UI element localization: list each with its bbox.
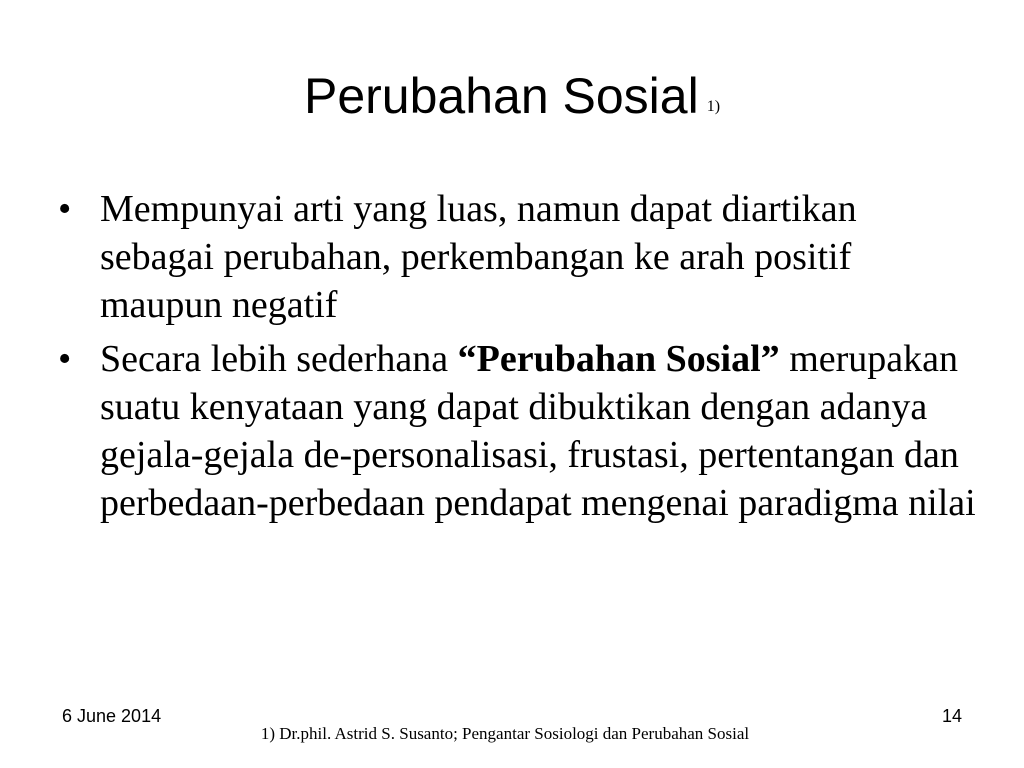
bullet-text-2: [100, 335, 978, 527]
bullet-text-1: Mempunyai arti yang luas, namun dapat diartikan sebagai perubahan, perkembangan ke arah positif maupun negatif: [100, 188, 857, 326]
bullet-text-2-bold-term: “Perubahan Sosial”: [457, 338, 780, 380]
footer-date: 6 June 2014: [62, 706, 162, 726]
page-number: 14: [941, 706, 962, 726]
bullet-item-1: [58, 185, 978, 329]
title-footnote-reference: 1): [706, 98, 721, 115]
bullet-text-2-intro: Secara lebih sederhana: [100, 338, 458, 380]
slide-title: [0, 64, 1024, 139]
footer-footnote: 1) Dr.phil. Astrid S. Susanto; Pengantar Sosiologi dan Perubahan Sosial: [260, 724, 750, 743]
bullet-list: [58, 185, 978, 533]
bullet-marker: •: [58, 188, 72, 230]
bullet-text-2-rest: merupakan suatu kenyataan yang dapat dibuktikan dengan adanya gejala-gejala de-personalisasi, frustasi, pertentangan dan perbedaan-perbedaan pendapat mengenai paradigma nilai: [100, 338, 976, 524]
bullet-marker: •: [58, 338, 72, 380]
slide-title-text: Perubahan Sosial: [303, 68, 699, 124]
bullet-item-2: [58, 335, 978, 527]
